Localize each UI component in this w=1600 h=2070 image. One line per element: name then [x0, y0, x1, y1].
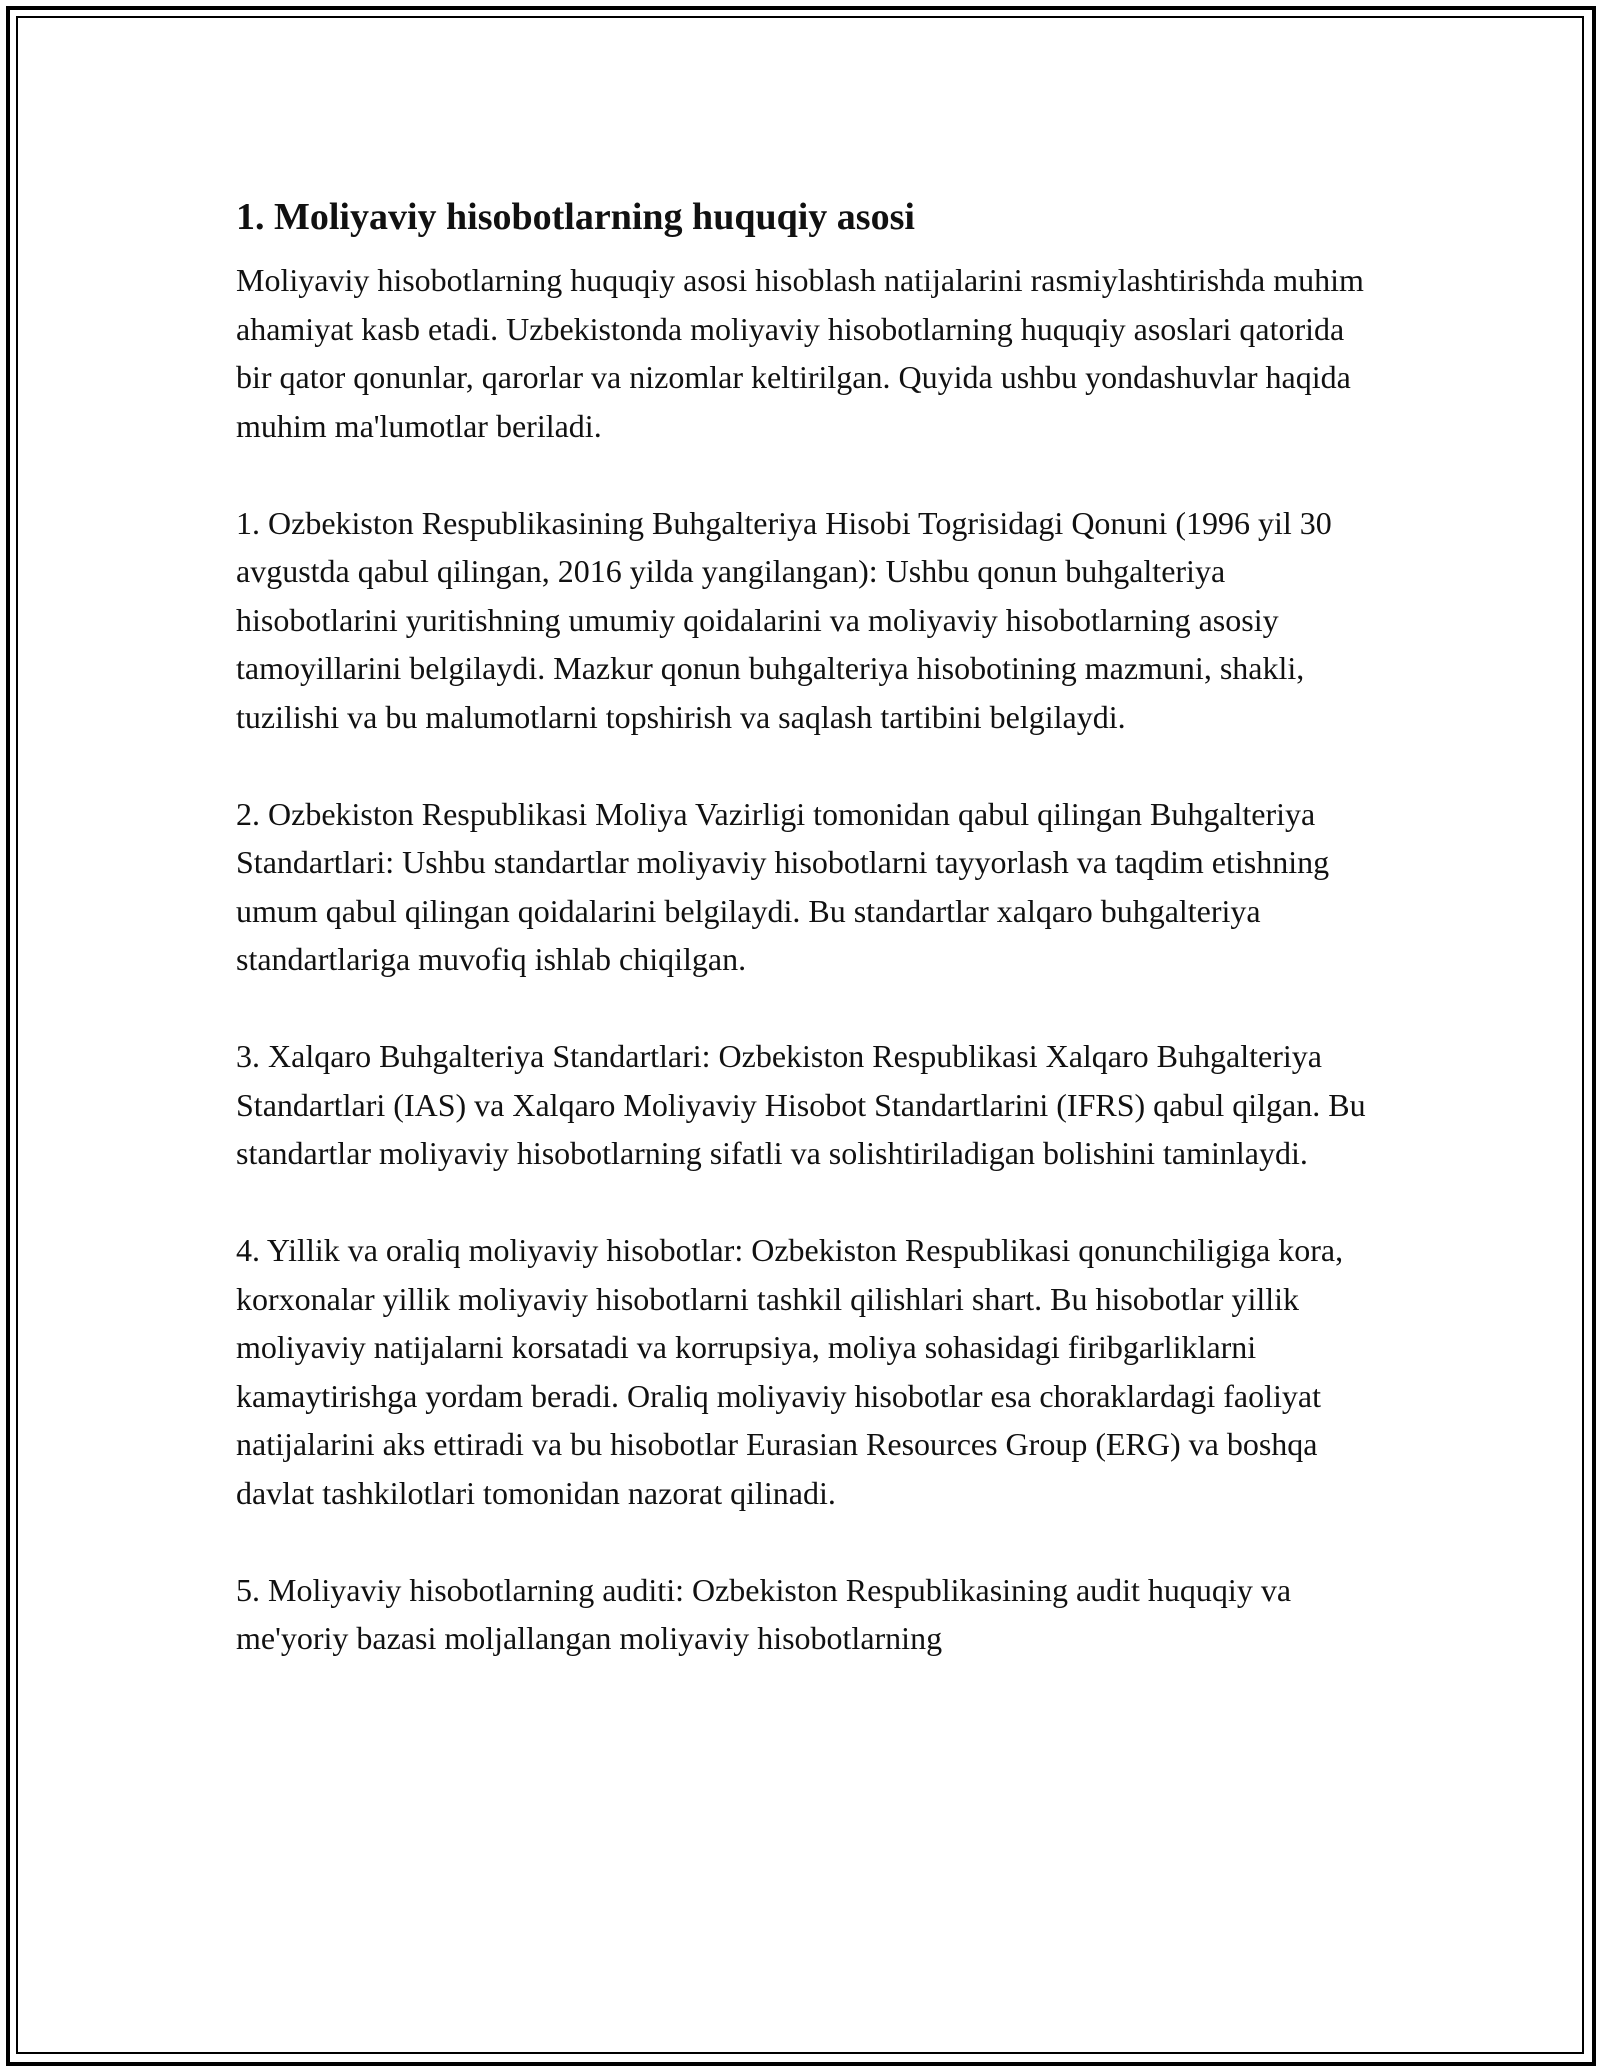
intro-paragraph: Moliyaviy hisobotlarning huquqiy asosi hisoblash natijalarini rasmiylashtirishda muhim ahamiyat kasb etadi. Uzbekistonda moliyaviy hisobotlarning huquqiy asoslari qatorida bir qator qonunlar, qarorlar va nizomlar keltirilgan. Quyida ushbu yondashuvlar haqida muhim ma'lumotlar beriladi. — [236, 262, 1364, 444]
list-item-1-paragraph: 1. Ozbekiston Respublikasining Buhgalteriya Hisobi Togrisidagi Qonuni (1996 yil 30 avgustda qabul qilingan, 2016 yilda yangilangan): Ushbu qonun buhgalteriya hisobotlarini yuritishning umumiy qoidalarini va moliyaviy hisobotlarning asosiy tamoyillarini belgilaydi. Mazkur qonun buhgalteriya hisobotining mazmuni, shakli, tuzilishi va bu malumotlarni topshirish va saqlash tartibini belgilaydi. — [236, 504, 1332, 735]
list-item-2-paragraph: 2. Ozbekiston Respublikasi Moliya Vazirligi tomonidan qabul qilingan Buhgalteriya Standartlari: Ushbu standartlar moliyaviy hisobotlarni tayyorlash va taqdim etishning umum qabul qilingan qoidalarini belgilaydi. Bu standartlar xalqaro buhgalteriya standartlariga muvofiq ishlab chiqilgan. — [236, 795, 1330, 977]
list-item-5-paragraph: 5. Moliyaviy hisobotlarning auditi: Ozbekiston Respublikasining audit huquqiy va me'yoriy bazasi moljallangan moliyaviy hisobotlarning — [236, 1571, 1292, 1656]
section-heading: 1. Moliyaviy hisobotlarning huquqiy asosi — [236, 196, 915, 238]
list-item-4-paragraph: 4. Yillik va oraliq moliyaviy hisobotlar: Ozbekiston Respublikasi qonunchiligiga kora, korxonalar yillik moliyaviy hisobotlarni tashkil qilishlari shart. Bu hisobotlar yillik moliyaviy natijalarni korsatadi va korrupsiya, moliya sohasidagi firibgarliklarni kamaytirishga yordam beradi. Oraliq moliyaviy hisobotlar esa choraklardagi faoliyat natijalarini aks ettiradi va bu hisobotlar Eurasian Resources Group (ERG) va boshqa davlat tashkilotlari tomonidan nazorat qilinadi. — [236, 1232, 1344, 1511]
list-item-3-paragraph: 3. Xalqaro Buhgalteriya Standartlari: Ozbekiston Respublikasi Xalqaro Buhgalteriya Standartlari (IAS) va Xalqaro Moliyaviy Hisobot Standartlarini (IFRS) qabul qilgan. Bu standartlar moliyaviy hisobotlarning sifatli va solishtiriladigan bolishini taminlaydi. — [236, 1038, 1366, 1171]
document-body — [236, 190, 1376, 1663]
